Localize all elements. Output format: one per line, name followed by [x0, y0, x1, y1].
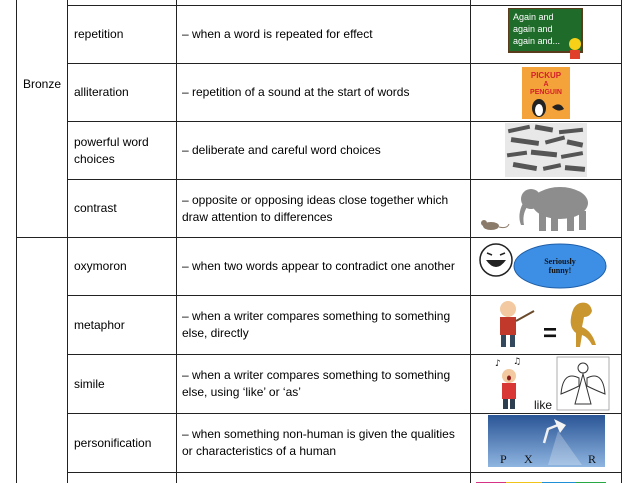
svg-text:♫: ♫	[513, 357, 522, 367]
angel-frame	[557, 357, 609, 410]
cartoon-boy-head	[569, 38, 581, 50]
singer-angel-graphic	[487, 356, 612, 412]
term-powerful-word-choices: powerful word choices	[74, 134, 149, 166]
teacher-equals-dinosaur-image	[488, 297, 608, 353]
mouse-elephant-graphic	[475, 181, 600, 236]
cartoon-boy-shirt	[570, 50, 580, 59]
definition-simile: – when a writer compares something to something else, using ‘like’ or ‘as’	[182, 368, 451, 399]
like-label: like	[534, 398, 553, 412]
definition-personification: – when something non-human is given the qualities or characteristics of a human	[182, 427, 455, 458]
definition-alliteration: – repetition of a sound at the start of words	[182, 85, 410, 99]
level-label-bronze: Bronze	[22, 77, 62, 91]
term-oxymoron: oxymoron	[74, 259, 127, 273]
definition-contrast: – opposite or opposing ideas close together which draw attention to differences	[182, 192, 449, 224]
pixar-letter-p: P	[500, 452, 507, 466]
mouse-and-elephant-image	[475, 181, 600, 236]
definition-repetition: – when a word is repeated for effect	[182, 27, 373, 41]
pick-up-a-penguin-image	[522, 67, 570, 119]
penguin-text-3: PENGUIN	[530, 89, 562, 96]
chalkboard-graphic	[508, 8, 586, 60]
chalk-line-1: Again and	[513, 12, 554, 22]
term-alliteration: alliteration	[74, 85, 129, 99]
laughing-face-graphic	[476, 240, 611, 294]
pixar-letter-x: X	[524, 452, 533, 466]
term-personification: personification	[74, 435, 152, 450]
dinosaur	[571, 303, 596, 347]
term-metaphor: metaphor	[74, 317, 125, 332]
teacher-head	[500, 301, 516, 317]
singer-like-angel-image	[487, 356, 612, 412]
seriously-funny-image	[476, 240, 611, 294]
term-simile: simile	[74, 376, 105, 391]
chalk-line-2: again and	[513, 24, 553, 34]
word-collage-image	[505, 123, 587, 177]
teacher-dinosaur-graphic	[488, 297, 608, 353]
pixar-lamp-graphic	[488, 415, 605, 467]
definition-powerful-word-choices: – deliberate and careful word choices	[182, 143, 381, 157]
teacher-body	[500, 317, 516, 335]
bubble-text-2: funny!	[548, 266, 572, 275]
singer-body	[502, 383, 516, 399]
table-border-right	[621, 0, 622, 483]
definition-oxymoron: – when two words appear to contradict one another	[182, 259, 455, 273]
svg-text:♪: ♪	[495, 359, 501, 369]
column-divider	[470, 0, 471, 483]
definition-metaphor: – when a writer compares something to something else, directly	[182, 309, 451, 340]
penguin-text-2: A	[543, 81, 549, 88]
term-contrast: contrast	[74, 201, 117, 215]
newspaper-words-graphic	[505, 123, 587, 177]
penguin-text-1: PICKUP	[530, 71, 562, 80]
term-repetition: repetition	[74, 27, 124, 41]
penguin-book-graphic	[522, 67, 570, 119]
equals-sign: =	[542, 320, 558, 347]
row-divider	[67, 472, 622, 473]
next-row-image-partial	[476, 476, 606, 483]
pixar-lamp-image	[488, 415, 605, 467]
again-and-again-chalkboard-image	[508, 8, 586, 60]
column-divider	[176, 0, 177, 483]
chalk-line-3: again and...	[513, 36, 561, 46]
pixar-letter-r: R	[588, 452, 597, 466]
column-divider	[67, 0, 68, 483]
bubble-text-1: Seriously	[544, 257, 576, 266]
